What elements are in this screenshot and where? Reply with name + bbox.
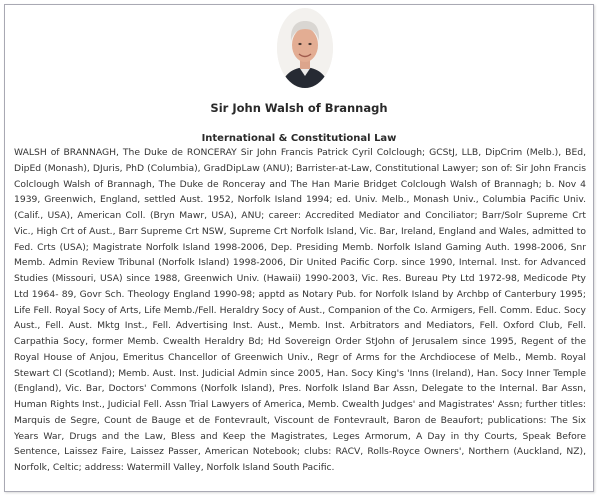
practice-area: International & Constitutional Law — [201, 133, 397, 144]
profile-card — [4, 4, 594, 492]
portrait-photo — [277, 8, 333, 88]
person-name: Sir John Walsh of Brannagh — [210, 101, 388, 115]
portrait-image — [277, 8, 333, 88]
biography-text: WALSH of BRANNAGH, The Duke de RONCERAY Sir John Francis Patrick Cyril Colclough; GCStJ, LLB, DipCrim (Melb.), BEd, DipEd (Monash), DJuris, PhD (Columbia), GradDipLaw (ANU); Barrister-at-Law, Constitutional Lawyer; son of: Sir John Francis Colclough Walsh of Brannagh, The Duke de Ronceray and The Han Marie Bridget Colclough Walsh of Brannagh; b. Nov 4 1939, Greenwich, England, settled Aust. 1952, Norfolk Island 1994; ed. Univ. Melb., Monash Univ., Columbia Pacific Univ. (Calif., USA), American Coll. (Bryn Mawr, USA), ANU; career: Accredited Mediator and Conciliator; Barr/Solr Supreme Crt Vic., High Crt of Aust., Barr Supreme Crt NSW, Supreme Crt Norfolk Island, Vic. Bar, Ireland, England and Wales, admitted to Fed. Crts (USA); Magistrate Norfolk Island 1998-2006, Dep. Presiding Memb. Norfolk Island Gaming Auth. 1998-2006, Snr Memb. Admin Review Tribunal (Norfolk Island) 1998-2006, Dir United Pacific Corp. since 1990, Internal. Inst. for Advanced Studies (Missouri, USA) since 1988, Greenwich Univ. (Hawaii) 1990-2003, Vic. Res. Bureau Pty Ltd 1972-98, Medicode Pty Ltd 1964- 89, Govr Sch. Theology England 1990-98; apptd as Notary Pub. for Norfolk Island by Archbp of Canterbury 1995; Life Fell. Royal Socy of Arts, Life Memb./Fell. Heraldry Socy of Aust., Companion of the Co. Armigers, Fell. Comm. Educ. Socy Aust., Fell. Aust. Mktg Inst., Fell. Advertising Inst. Aust., Memb. Inst. Arbitrators and Mediators, Fell. Oxford Club, Fell. Carpathia Socy, former Memb. Cwealth Heraldry Bd; Hd Sovereign Order StJohn of Jerusalem since 1995, Regent of the Royal House of Anjou, Emeritus Chancellor of Greenwich Univ., Regr of Arms for the Archdiocese of Melb., Memb. Royal Stewart Cl (Scotland); Memb. Aust. Inst. Judicial Admin since 2005, Han. Socy King's 'Inns (Ireland), Han. Socy Inner Temple (England), Vic. Bar, Doctors' Commons (Norfolk Island), Pres. Norfolk Island Bar Assn, Delegate to the Internal. Bar Assn, Human Rights Inst., Judicial Fell. Assn Trial Lawyers of America, Memb. Cwealth Judges' and Magistrates' Assn; further titles: Marquis de Segre, Count de Bauge et de Fontevrault, Viscount de Fontevrault, Baron de Beaufort; publications: The Six Years War, Drugs and the Law, Bless and Keep the Magistrates, Leges Armorum, A Day in thy Courts, Speak Before Sentence, Laissez Faire, Laissez Passer, American Notebook; clubs: RACV, Rolls-Royce Owners', Northern (Auckland, NZ), Norfolk, Celtic; address: Watermill Valley, Norfolk Island South Pacific. — [14, 147, 586, 473]
